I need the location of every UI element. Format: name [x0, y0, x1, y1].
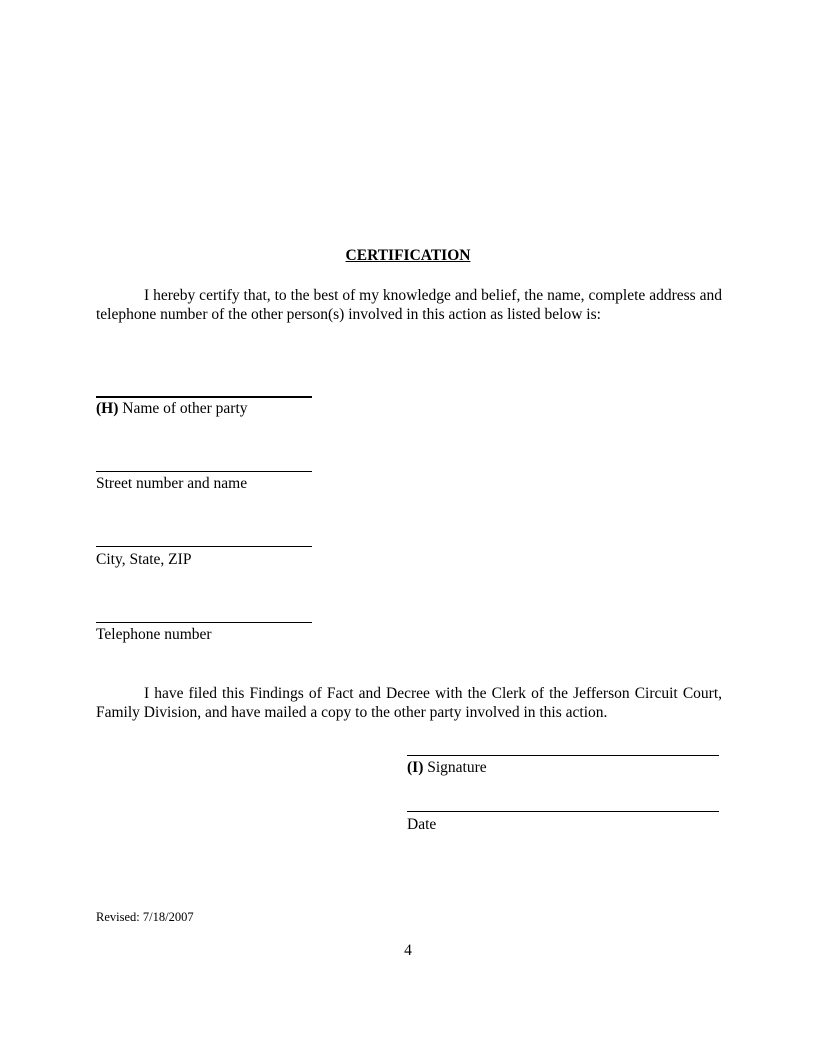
filing-statement — [96, 684, 722, 722]
page-number: 4 — [404, 942, 412, 959]
street-label: Street number and name — [96, 475, 248, 492]
filing-statement-text: I have filed this Findings of Fact and Decree with the Clerk of the Jefferson Circuit Court, Family Division, and have mailed a copy to the other party involved in this action. — [96, 685, 722, 721]
field-marker-i: (I) — [407, 759, 424, 776]
telephone-label: Telephone number — [96, 626, 212, 643]
certification-title: CERTIFICATION — [345, 247, 471, 264]
city-state-zip-label: City, State, ZIP — [96, 551, 192, 568]
city-state-zip-line[interactable] — [96, 546, 312, 547]
revised-date: Revised: 7/18/2007 — [96, 910, 194, 924]
date-line[interactable] — [407, 811, 719, 812]
other-party-name-line[interactable] — [96, 396, 312, 398]
street-line[interactable] — [96, 471, 312, 472]
signature-line[interactable] — [407, 755, 719, 756]
certification-statement-text: I hereby certify that, to the best of my knowledge and belief, the name, complete address and telephone number of the other person(s) involved in this action as listed below is: — [96, 287, 722, 323]
date-label: Date — [407, 816, 437, 833]
other-party-name-label — [96, 400, 248, 418]
other-party-name-text: Name of other party — [122, 400, 248, 417]
certification-statement — [96, 286, 722, 324]
field-marker-h: (H) — [96, 400, 119, 417]
signature-label-text: Signature — [427, 759, 487, 776]
telephone-line[interactable] — [96, 622, 312, 623]
signature-label — [407, 759, 487, 777]
